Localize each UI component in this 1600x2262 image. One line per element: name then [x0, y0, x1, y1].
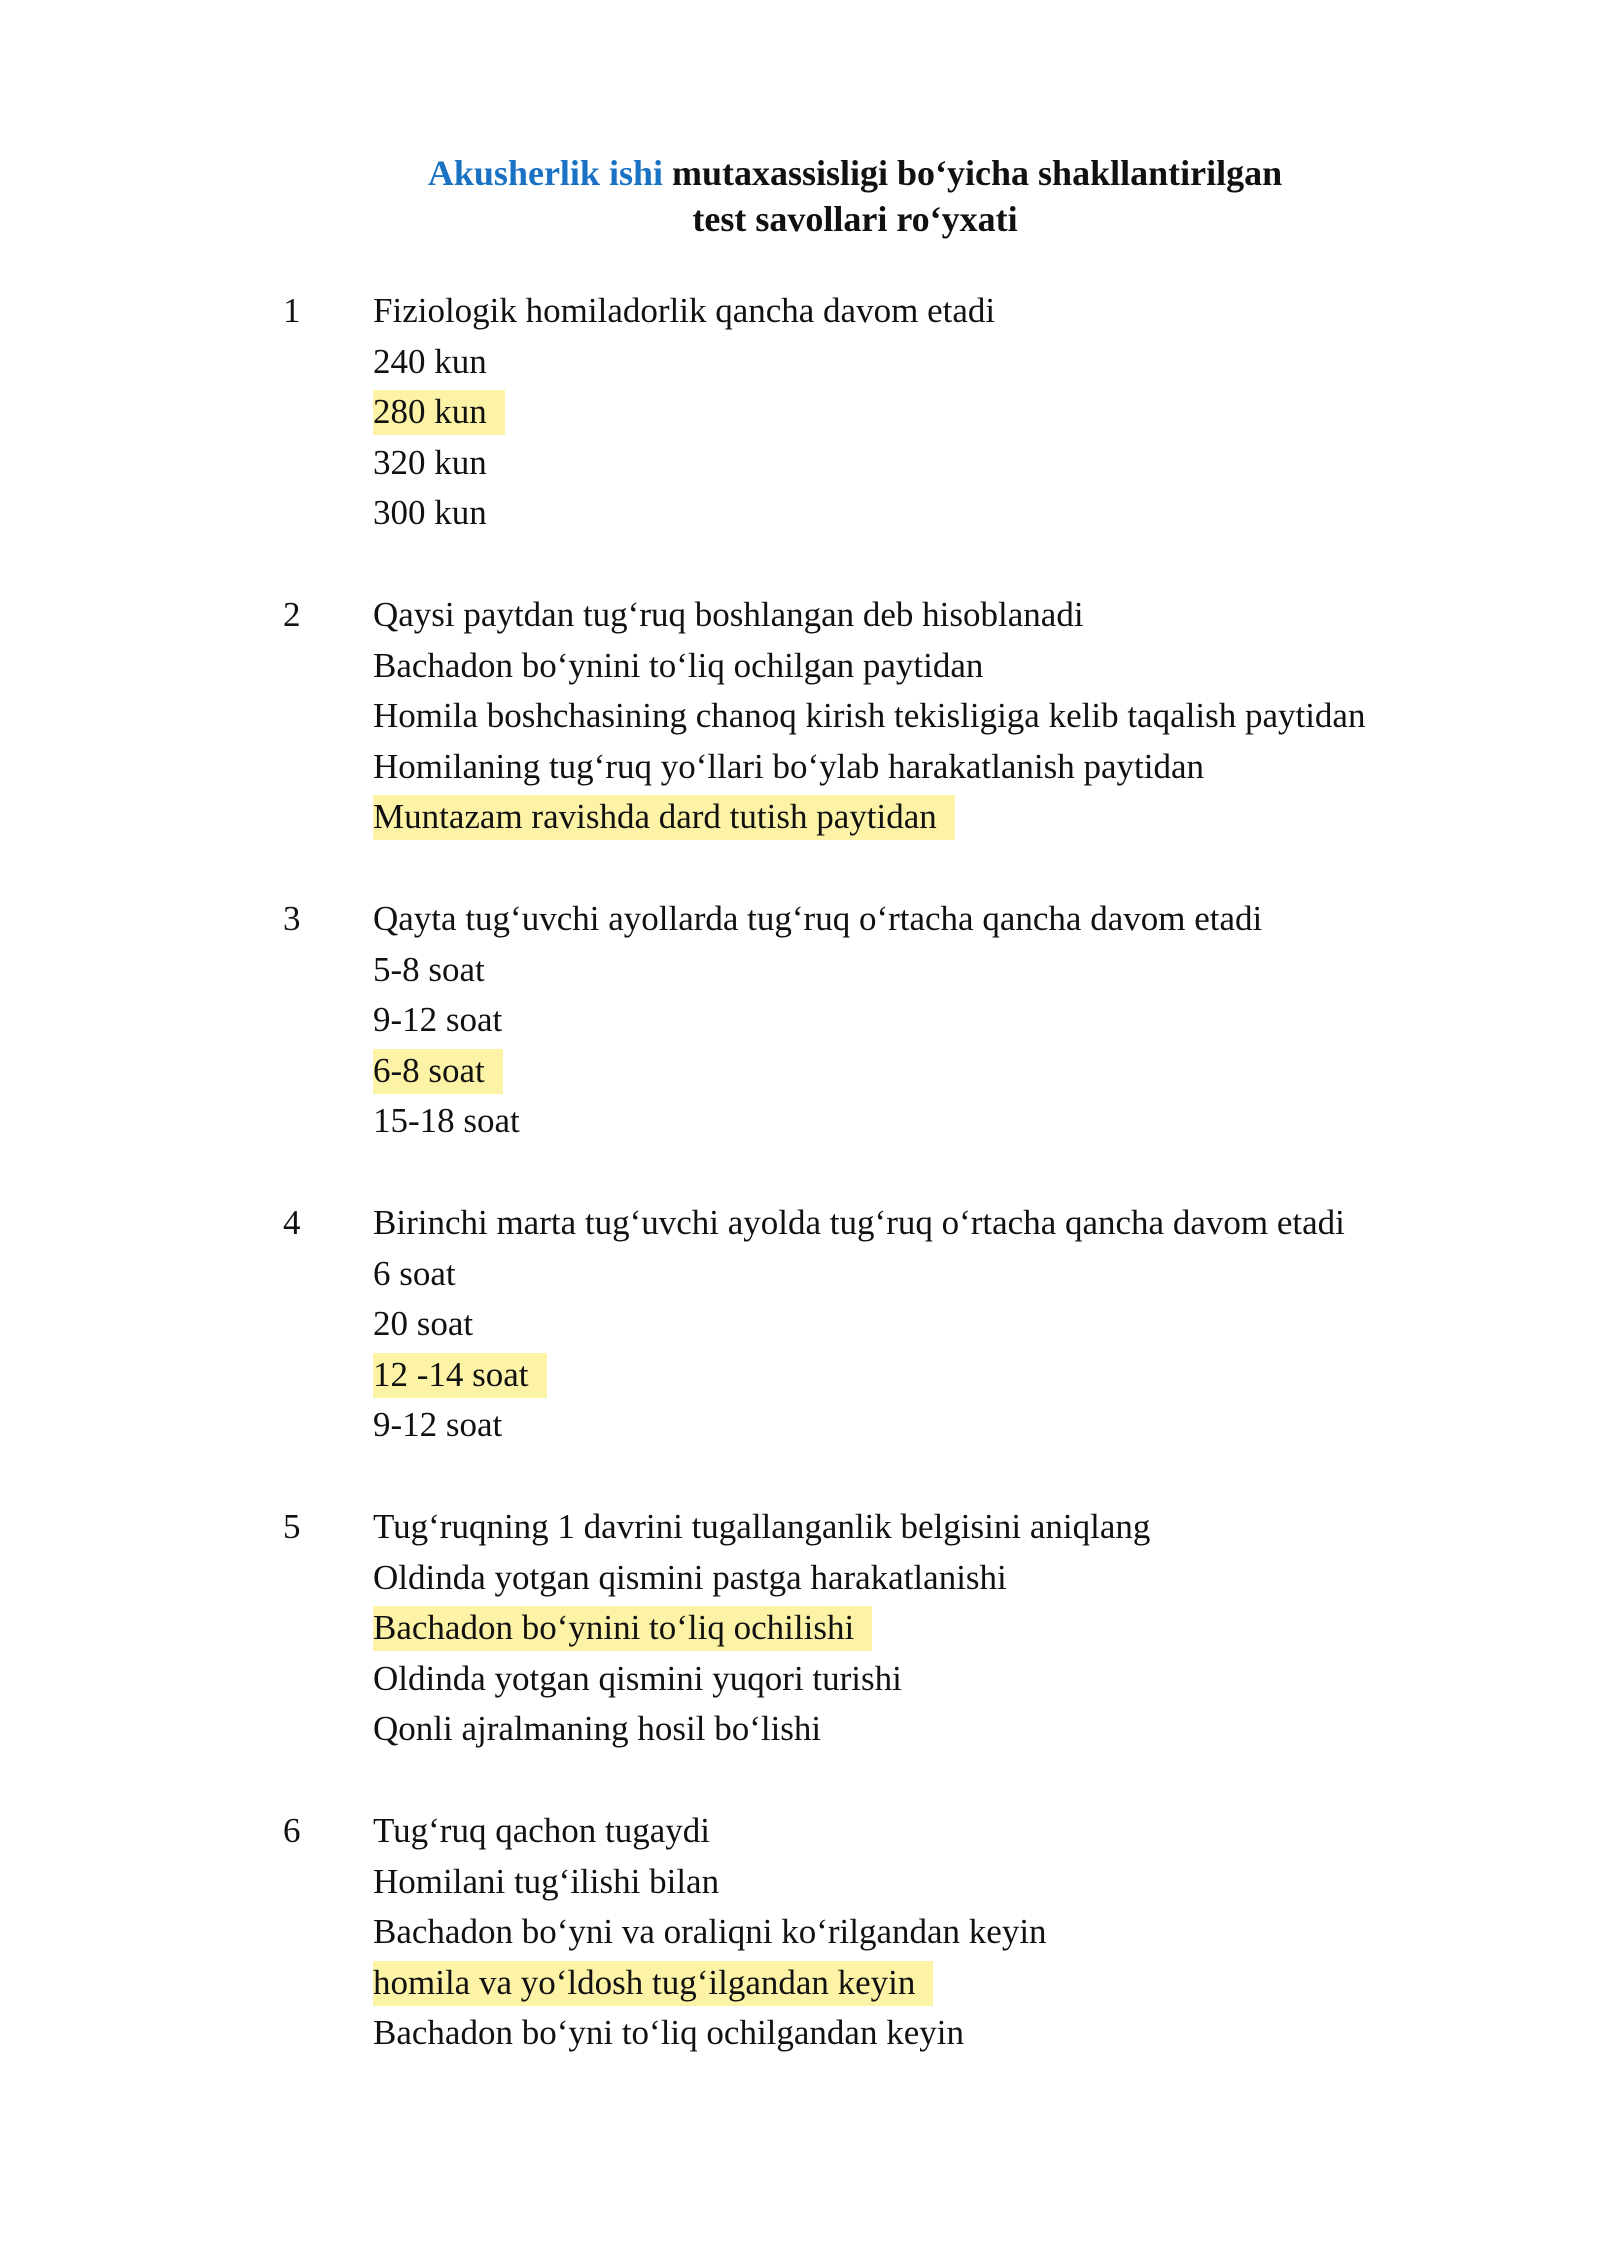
- question-number: 4: [283, 1203, 301, 1242]
- correct-answer-option: [373, 1350, 1513, 1401]
- question-body: [373, 1806, 1513, 2059]
- answer-option-text: 300 kun: [373, 493, 487, 532]
- answer-option-text: Homilaning tug‘ruq yo‘llari bo‘ylab harakatlanish paytidan: [373, 746, 1205, 786]
- answer-option-text: 15-18 soat: [373, 1101, 520, 1140]
- question-body: [373, 286, 1513, 539]
- answer-option-text: Bachadon bo‘ynini to‘liq ochilishi: [373, 1606, 872, 1651]
- question-text: Tug‘ruqning 1 davrini tugallanganlik belgisini aniqlang: [373, 1507, 1151, 1546]
- correct-answer-option: [373, 1958, 1513, 2009]
- answer-option-text: Oldinda yotgan qismini yuqori turishi: [373, 1658, 902, 1698]
- answer-option-text: 320 kun: [373, 442, 487, 482]
- answer-option-text: Bachadon bo‘ynini to‘liq ochilgan paytidan: [373, 645, 984, 685]
- answer-option-text: Oldinda yotgan qismini pastga harakatlanishi: [373, 1557, 1007, 1597]
- answer-option: [373, 995, 1513, 1046]
- answer-option: [373, 691, 1513, 742]
- title-line-1: [0, 150, 1600, 196]
- question-item: [0, 1502, 1600, 1806]
- question-number: 1: [283, 291, 301, 330]
- answer-option-text: 12 -14 soat: [373, 1353, 547, 1398]
- question-item: [0, 590, 1600, 894]
- question-item: [0, 286, 1600, 590]
- question-item: [0, 1198, 1600, 1502]
- answer-option: [373, 742, 1513, 793]
- answer-option-text: 280 kun: [373, 390, 505, 435]
- answer-option-text: 6-8 soat: [373, 1049, 503, 1094]
- answer-option-text: Bachadon bo‘yni va oraliqni ko‘rilgandan keyin: [373, 1912, 1047, 1951]
- answer-option: [373, 641, 1513, 692]
- question-number: 6: [283, 1811, 301, 1850]
- answer-option-text: 9-12 soat: [373, 1405, 503, 1444]
- answer-option: [373, 1249, 1513, 1300]
- answer-option: [373, 1299, 1513, 1350]
- answer-option-text: 240 kun: [373, 341, 487, 381]
- question-number: 3: [283, 899, 301, 938]
- answer-option-text: homila va yo‘ldosh tug‘ilgandan keyin: [373, 1961, 933, 2006]
- correct-answer-option: [373, 1046, 1513, 1097]
- question-text: Birinchi marta tug‘uvchi ayolda tug‘ruq o‘rtacha qancha davom etadi: [373, 1203, 1345, 1242]
- title-text: mutaxassisligi bo‘yicha shakllantirilgan: [662, 153, 1283, 193]
- answer-option: [373, 1400, 1513, 1451]
- answer-option-text: Muntazam ravishda dard tutish paytidan: [373, 795, 955, 840]
- title-specialty: Akusherlik ishi: [427, 153, 663, 193]
- answer-option-text: Qonli ajralmaning hosil bo‘lishi: [373, 1709, 822, 1748]
- answer-option: [373, 2008, 1513, 2059]
- answer-option-text: Homilani tug‘ilishi bilan: [373, 1861, 720, 1901]
- question-body: [373, 590, 1513, 843]
- question-body: [373, 894, 1513, 1147]
- answer-option: [373, 1553, 1513, 1604]
- answer-option: [373, 1654, 1513, 1705]
- answer-option-text: 6 soat: [373, 1253, 456, 1293]
- question-list: [0, 286, 1600, 2110]
- question-number: 2: [283, 595, 301, 634]
- correct-answer-option: [373, 387, 1513, 438]
- answer-option: [373, 488, 1513, 539]
- answer-option-text: 9-12 soat: [373, 1000, 503, 1039]
- answer-option: [373, 1704, 1513, 1755]
- question-item: [0, 894, 1600, 1198]
- question-body: [373, 1502, 1513, 1755]
- answer-option-text: Homila boshchasining chanoq kirish tekisligiga kelib taqalish paytidan: [373, 696, 1366, 735]
- question-text: Tug‘ruq qachon tugaydi: [373, 1811, 711, 1850]
- title-line-2: test savollari ro‘yxati: [692, 199, 1018, 239]
- answer-option-text: 20 soat: [373, 1304, 474, 1343]
- question-number: 5: [283, 1507, 301, 1546]
- page-title: [0, 150, 1600, 242]
- question-text: Qayta tug‘uvchi ayollarda tug‘ruq o‘rtacha qancha davom etadi: [373, 899, 1263, 938]
- question-body: [373, 1198, 1513, 1451]
- answer-option: [373, 337, 1513, 388]
- answer-option: [373, 438, 1513, 489]
- answer-option: [373, 945, 1513, 996]
- answer-option-text: Bachadon bo‘yni to‘liq ochilgandan keyin: [373, 2013, 964, 2052]
- answer-option-text: 5-8 soat: [373, 949, 485, 989]
- correct-answer-option: [373, 792, 1513, 843]
- correct-answer-option: [373, 1603, 1513, 1654]
- question-text: Qaysi paytdan tug‘ruq boshlangan deb hisoblanadi: [373, 595, 1084, 634]
- answer-option: [373, 1907, 1513, 1958]
- question-text: Fiziologik homiladorlik qancha davom etadi: [373, 291, 996, 330]
- answer-option: [373, 1096, 1513, 1147]
- question-item: [0, 1806, 1600, 2110]
- answer-option: [373, 1857, 1513, 1908]
